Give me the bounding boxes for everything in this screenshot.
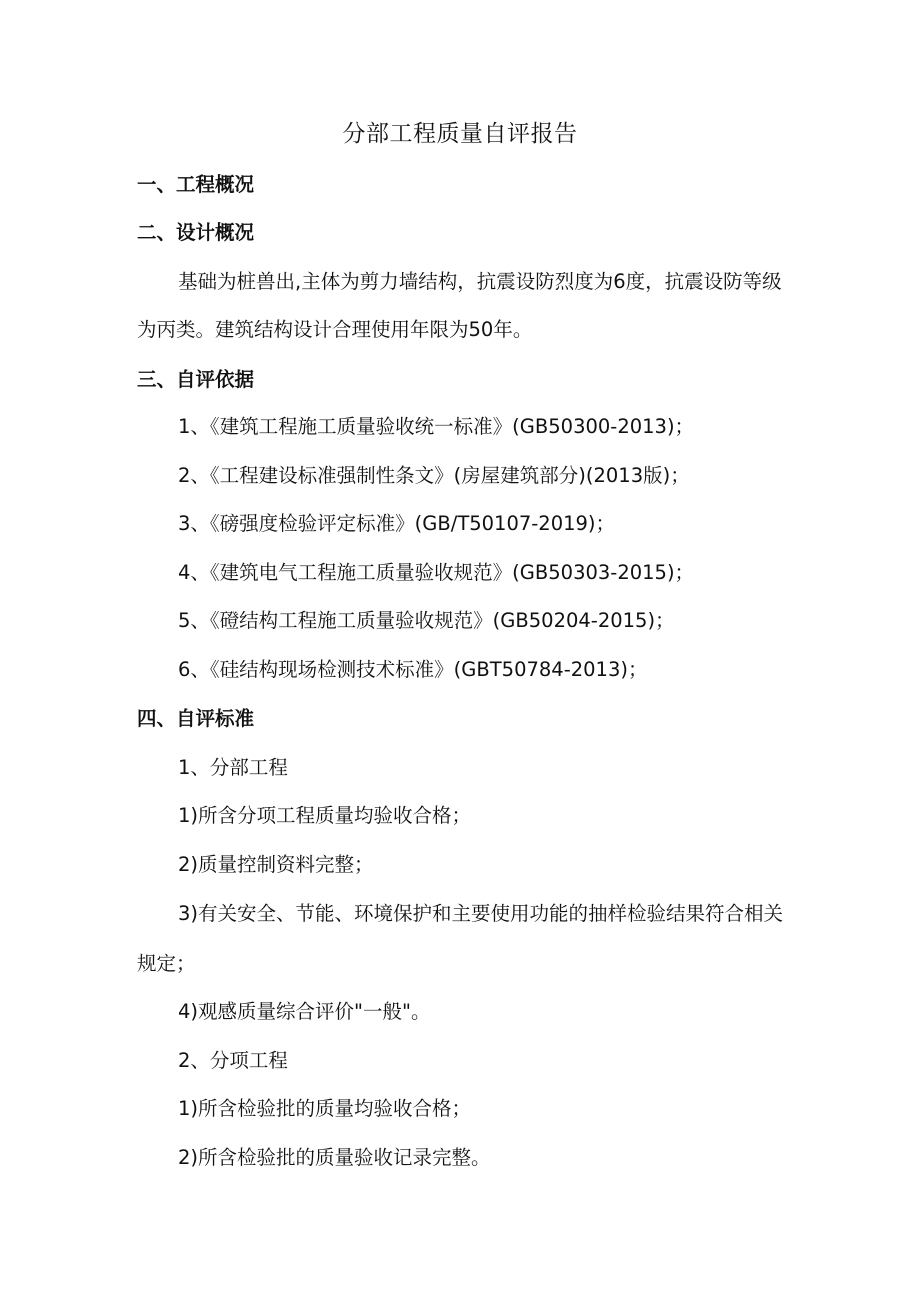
basis-item: 6、《硅结构现场检测技术标准》(GBT50784-2013)；	[178, 658, 648, 681]
standards-item: 3)有关安全、节能、环境保护和主要使用功能的抽样检验结果符合相关	[178, 902, 784, 925]
standards-item: 4)观感质量综合评价"一般"。	[178, 1000, 431, 1023]
design-paragraph-line-2: 为丙类。建筑结构设计合理使用年限为50年。	[137, 318, 533, 341]
basis-item: 2、《工程建设标准强制性条文》(房屋建筑部分)(2013版)；	[178, 464, 690, 487]
basis-item: 4、《建筑电气工程施工质量验收规范》(GB50303-2015)；	[178, 561, 695, 584]
basis-item: 1、《建筑工程施工质量验收统一标准》(GB50300-2013)；	[178, 415, 695, 438]
standards-item: 1)所含分项工程质量均验收合格；	[178, 804, 472, 827]
section-heading-design: 二、设计概况	[137, 221, 255, 244]
standards-subheading-subitem: 2、分项工程	[178, 1049, 288, 1072]
section-heading-basis: 三、自评依据	[137, 368, 255, 391]
standards-item-continuation: 规定；	[137, 952, 196, 975]
standards-item: 1)所含检验批的质量均验收合格；	[178, 1097, 472, 1120]
design-paragraph-line-1: 基础为桩兽出,主体为剪力墙结构，抗震设防烈度为6度，抗震设防等级	[178, 270, 782, 293]
basis-item: 5、《磴结构工程施工质量验收规范》(GB50204-2015)；	[178, 609, 675, 632]
standards-item: 2)所含检验批的质量验收记录完整。	[178, 1146, 491, 1169]
section-heading-standards: 四、自评标准	[137, 707, 255, 730]
document-title: 分部工程质量自评报告	[342, 121, 578, 147]
section-heading-overview: 一、工程概况	[137, 173, 255, 196]
standards-subheading-division: 1、分部工程	[178, 756, 288, 779]
basis-item: 3、《磅强度检验评定标准》(GB/T50107-2019)；	[178, 512, 616, 535]
standards-item: 2)质量控制资料完整；	[178, 853, 374, 876]
